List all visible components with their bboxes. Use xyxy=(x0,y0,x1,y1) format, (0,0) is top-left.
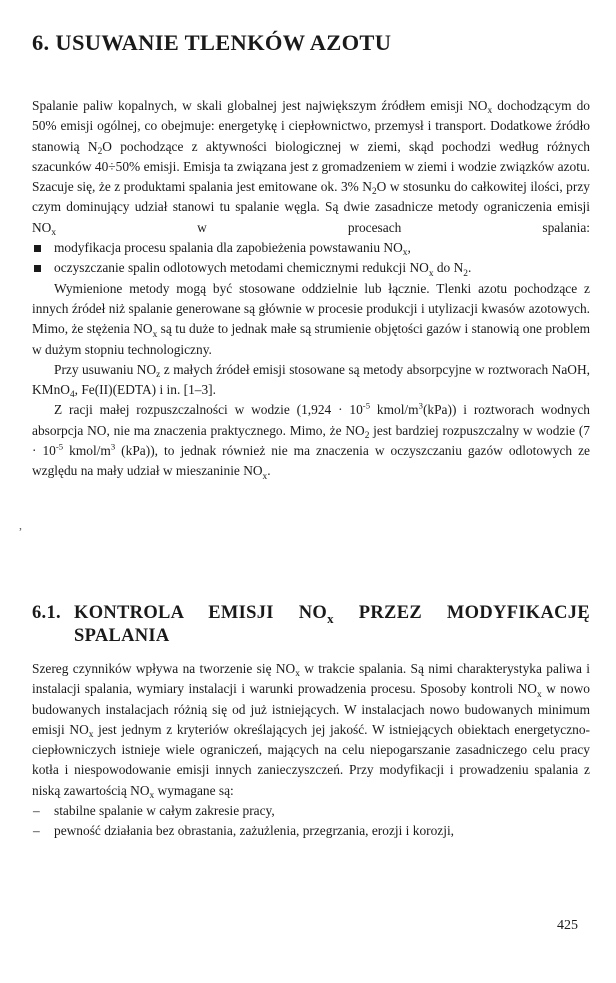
section-number: 6.1. xyxy=(32,603,61,623)
requirement-list xyxy=(32,801,590,842)
paragraph: Przy usuwaniu $NO_z$ z małych źródeł emisji stosowane są metody absorpcyjne w roztworach NaOH, KMnO$_4$, Fe(II)(EDTA) i in. [1–3]. xyxy=(32,361,590,401)
list-item: – pewność działania bez obrastania, zażużlenia, przegrzania, erozji i korozji, xyxy=(32,821,590,841)
list-item: – stabilne spalanie w całym zakresie pracy, xyxy=(32,801,590,821)
paragraph: Szereg czynników wpływa na tworzenie się $NO_x$ w trakcie spalania. Są nimi charakterystyka paliwa i instalacji spalania, wymiary instalacji i warunki prowadzenia procesu. Sposoby kontroli $NO_x$ w nowo budowanych instalacjach różnią się od już istniejących. W instalacjach nowo budowanych minimum emisji $NO_x$ jest jednym z kryteriów określających jej jakość. W istniejących obiektach energetyczno-ciepłowniczych istnieje wiele ograniczeń, mających na celu niepogarszanie zasadniczego celu pracy kotła i niespowodowanie emisji innych zanieczyszczeń. Przy modyfikacji i prowadzeniu spalania z niską zawartością $NO_x$ wymagane są: xyxy=(32,661,591,802)
section-text xyxy=(32,659,590,842)
intro-text xyxy=(32,96,590,482)
paragraph: Z racji małej rozpuszczalności w wodzie ($1,924 \cdot 10^{-5}$ kmol/$m^3(kPa)$) i roztworach wodnych absorpcja NO, nie ma znaczenia praktycznego. Mimo, że $NO_2$ jest bardziej rozpuszczalny w wodzie ($7 \cdot 10^{-5}$ kmol/$m^3$ (kPa)), to jednak również nie ma znaczenia w oczyszczaniu gazów odlotowych ze względu na mały udział w mieszaninie $NO_x$. xyxy=(32,400,591,482)
paragraph: Spalanie paliw kopalnych, w skali globalnej jest największym źródłem emisji $NO_x$ dochodzącym do 50% emisji ogólnej, co obejmuje: energetykę i ciepłownictwo, przemysł i transport. Dodatkowe źródło stanowią $N_2O$ pochodzące z aktywności biologicznej w ziemi, skąd pochodzi według różnych szacunków 40÷50% emisji. Emisja ta związana jest z gromadzeniem w ziemi i wodzie związków azotu. Szacuje się, że z produktami spalania jest emitowane ok. 3% $N_2O$ w stosunku do całkowitej ilości, przy czym dominujący udział stanowi tu spalanie węgla. Są dwie zasadnicze metody ograniczenia emisji $NO_x$ w procesach spalania: xyxy=(32,98,590,239)
page-number: 425 xyxy=(557,918,578,933)
chapter-title: 6. USUWANIE TLENKÓW AZOTU xyxy=(32,30,392,55)
margin-mark: , xyxy=(19,518,22,532)
method-list xyxy=(32,238,590,279)
list-item: oczyszczanie spalin odlotowych metodami chemicznymi redukcji $NO_x$ do $N_2$. xyxy=(32,258,590,278)
section-title: KONTROLA EMISJI $NO_x$ PRZEZ MODYFIKACJĘ SPALANIA xyxy=(74,603,590,646)
paragraph: Wymienione metody mogą być stosowane oddzielnie lub łącznie. Tlenki azotu pochodzące z innych źródeł niż spalanie generowane są głównie w procesie produkcji i utylizacji kwasów azotowych. Mimo, że stężenia $NO_x$ są tu duże to jednak małe są strumienie objętości gazów i stanowią one problem w dużym stopniu technologiczny. xyxy=(32,280,590,357)
list-item: modyfikacja procesu spalania dla zapobieżenia powstawaniu $NO_x$, xyxy=(32,238,590,258)
section-heading xyxy=(32,602,590,648)
